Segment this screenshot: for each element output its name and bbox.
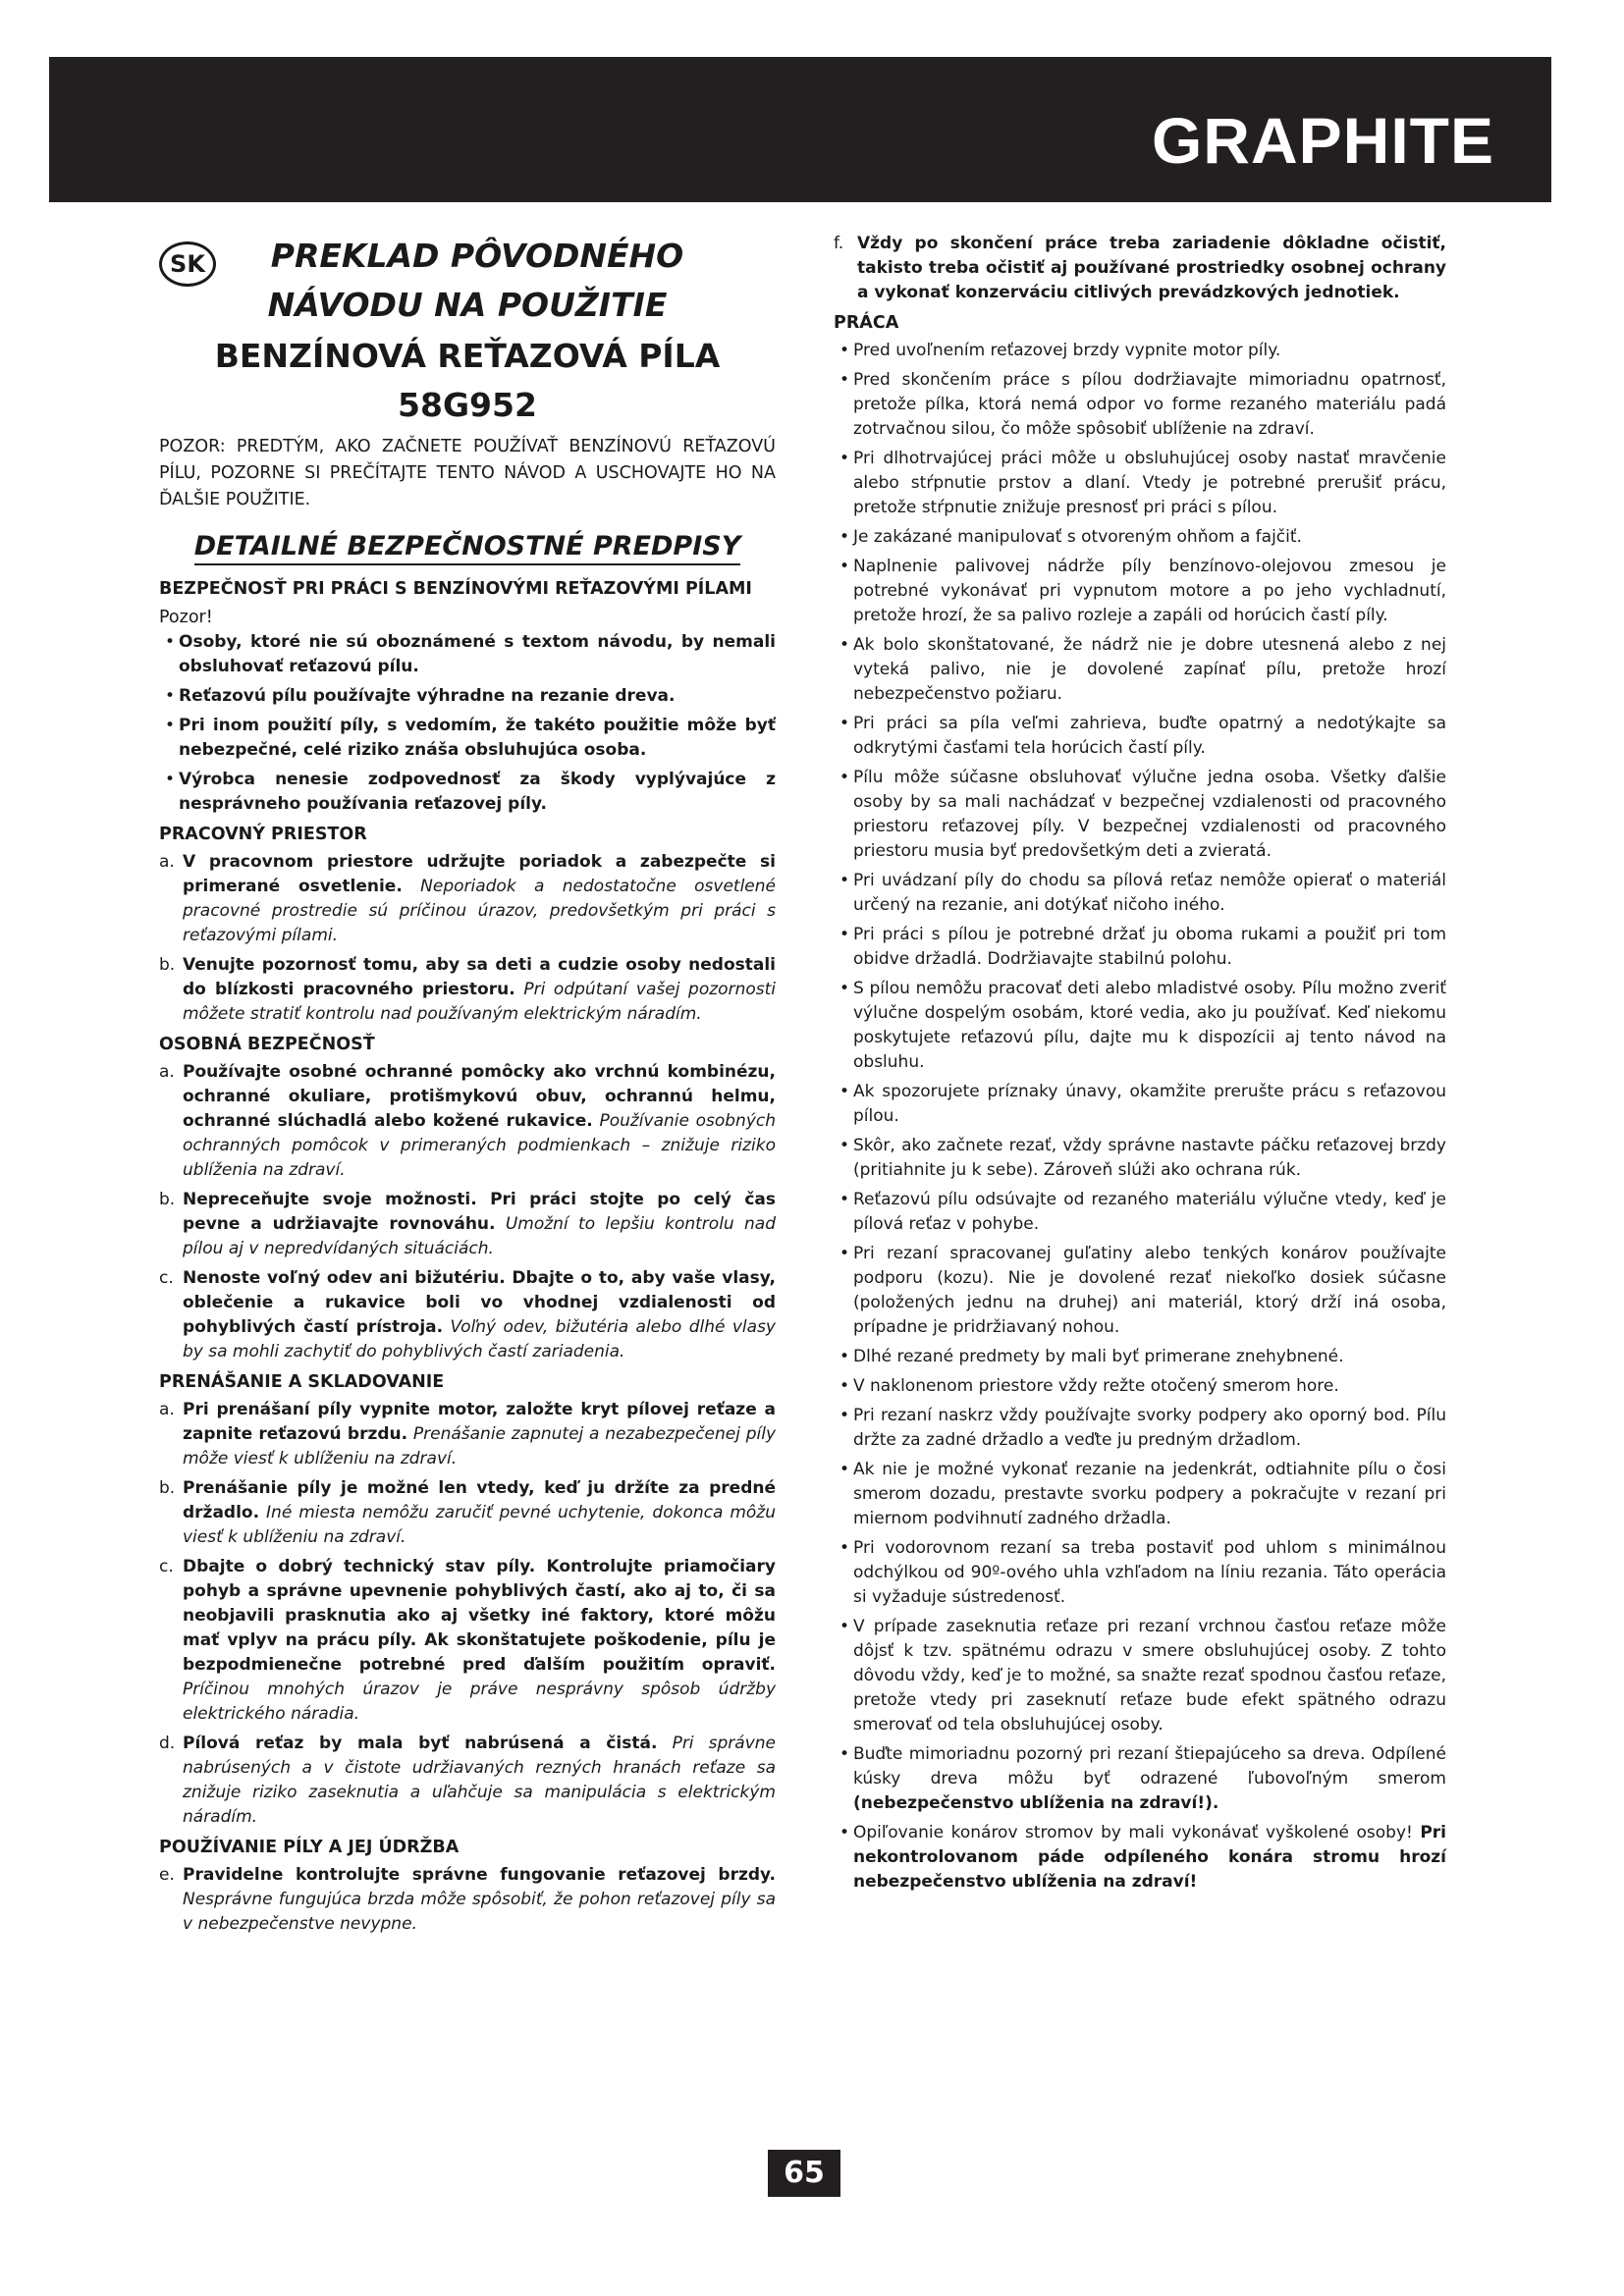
list-item	[834, 525, 1446, 550]
list-item	[159, 714, 776, 763]
list-item-text: Reťazovú pílu odsúvajte od rezaného materiálu výlučne vtedy, keď je pílová reťaz v pohybe.	[853, 1190, 1446, 1234]
list-item-text: V naklonenom priestore vždy režte otočený smerom hore.	[853, 1376, 1339, 1396]
list-item-italic-text: Príčinou mnohých úrazov je práve nesprávny spôsob údržby elektrického náradia.	[183, 1680, 776, 1724]
list-item	[834, 869, 1446, 918]
list-item	[834, 1821, 1446, 1895]
list-item	[834, 977, 1446, 1075]
transport-list	[159, 1398, 776, 1830]
product-name: BENZÍNOVÁ REŤAZOVÁ PÍLA	[214, 337, 721, 375]
list-item-marker: b.	[159, 1190, 176, 1209]
list-item	[834, 1458, 1446, 1531]
list-item-text: Ak nie je možné vykonať rezanie na jedenkrát, odtiahnite pílu o čosi smerom dozadu, prestavte svorku podpery a pokračujte v rezaní pri miernom podvihnutí zadného držadla.	[853, 1460, 1446, 1528]
list-item-text: Pri práci s pílou je potrebné držať ju oboma rukami a použiť pri tom obidve držadlá. Dodržiavajte stabilnú polohu.	[853, 925, 1446, 969]
list-item-text: Reťazovú pílu používajte výhradne na rezanie dreva.	[179, 686, 676, 706]
list-item-marker: a.	[159, 1400, 175, 1419]
list-item-text: Je zakázané manipulovať s otvoreným ohňom a fajčiť.	[853, 527, 1302, 547]
list-item-bold-text: Nenoste voľný odev ani bižutériu. Dbajte o to, aby vaše vlasy, oblečenie a rukavice boli vo vhodnej vzdialenosti od pohyblivých častí prístroja.	[183, 1268, 776, 1337]
list-item-text: Buďte mimoriadnu pozorný pri rezaní štiepajúceho sa dreva. Odpílené kúsky dreva môžu byť odrazené ľubovoľným smerom	[853, 1744, 1446, 1789]
graphite-logo: GRAPHITE	[1151, 104, 1494, 177]
list-item-italic-text: Pri správne nabrúsených a v čistote udržiavaných rezných hranách reťaze sa znižuje riziko zaseknutia a uľahčuje sa manipulácia s elektrickým náradím.	[183, 1734, 777, 1827]
list-item	[159, 1732, 776, 1830]
list-item	[834, 1374, 1446, 1399]
list-item-text: Výrobca nenesie zodpovednosť za škody vyplývajúce z nesprávneho používania reťazovej píly.	[179, 770, 776, 814]
work-bullets	[834, 339, 1446, 1895]
list-item-bold-text: Dbajte o dobrý technický stav píly. Kontrolujte priamočiary pohyb a správne upevnenie pohyblivých častí, ako aj to, či sa neobjavili prasknutia ako aj všetky iné faktory, ktoré môžu mať vplyv na prácu píly. Ak skonštatujete poškodenie, pílu je bezpodmienečne potrebné pred ďalším použitím opraviť.	[183, 1557, 776, 1675]
list-item-italic-text: Používanie osobných ochranných pomôcok v primeraných podmienkach – znižuje riziko ublíženia na zdraví.	[183, 1111, 776, 1180]
list-item-bold-text: Pri nekontrolovanom páde odpíleného konára stromu hrozí nebezpečenstvo ublíženia na zdraví!	[853, 1823, 1446, 1892]
list-item	[834, 923, 1446, 972]
heading-personal: OSOBNÁ BEZPEČNOSŤ	[159, 1035, 375, 1054]
title-line-2: NÁVODU NA POUŽITIE	[267, 286, 668, 324]
list-item-bold-text: Prenášanie píly je možné len vtedy, keď ju držíte za predné držadlo.	[183, 1478, 776, 1522]
list-item	[159, 1863, 776, 1937]
safety-bullets	[159, 630, 776, 817]
list-item-italic-text: Voľný odev, bižutéria alebo dlhé vlasy by sa mohli zachytiť do pohyblivých častí zariadenia.	[183, 1317, 776, 1362]
list-item	[834, 232, 1446, 305]
list-item	[834, 1242, 1446, 1340]
workspace-list	[159, 850, 776, 1027]
list-item-marker: a.	[159, 852, 175, 872]
list-item-italic-text: Neporiadok a nedostatočne osvetlené pracovné prostredie sú príčinou úrazov, predovšetkým pri práci s reťazovými pílami.	[183, 877, 776, 945]
list-item-text: Pri vodorovnom rezaní sa treba postaviť pod uhlom s minimálnou odchýlkou od 90º-ového uhla vzhľadom na líniu rezania. Táto operácia si vyžaduje sústredenosť.	[853, 1538, 1446, 1607]
list-item	[159, 1188, 776, 1261]
list-item-marker: a.	[159, 1062, 175, 1082]
list-item	[834, 1742, 1446, 1816]
header-bar	[49, 57, 1551, 202]
list-item	[159, 1476, 776, 1550]
list-item	[834, 1345, 1446, 1369]
list-item	[159, 1266, 776, 1364]
use-list	[159, 1863, 776, 1937]
list-item-text: Naplnenie palivovej nádrže píly benzínovo-olejovou zmesou je potrebné vykonávať pri vypnutom motore a po jeho vychladnutí, pretože hrozí, že sa palivo rozleje a zapáli od horúcich častí píly.	[853, 557, 1446, 625]
list-item	[834, 1080, 1446, 1129]
list-item-text: V prípade zaseknutia reťaze pri rezaní vrchnou časťou reťaze môže dôjsť k tzv. spätnému odrazu v smere obsluhujúcej osoby. Z tohto dôvodu vždy, keď je to možné, sa snažte rezať spodnou časťou reťaze, pretože vtedy pri zaseknutí reťaze bude efekt spätného odrazu smerovať od tela obsluhujúcej osoby.	[853, 1617, 1446, 1735]
list-item-bold-text: Pílová reťaz by mala byť nabrúsená a čistá.	[183, 1734, 658, 1753]
pozor-label: Pozor!	[159, 608, 213, 627]
list-item	[159, 630, 776, 679]
language-badge-icon: SK	[159, 241, 216, 287]
list-item-bold-text: Nepreceňujte svoje možnosti. Pri práci stojte po celý čas pevne a udržiavajte rovnováhu.	[183, 1190, 776, 1234]
list-item	[159, 768, 776, 817]
list-item	[834, 1134, 1446, 1183]
list-item-marker: c.	[159, 1268, 174, 1288]
list-item	[834, 447, 1446, 520]
list-item-bold-text: V pracovnom priestore udržujte poriadok a zabezpečte si primerané osvetlenie.	[183, 852, 776, 896]
list-item-bold-text: Venujte pozornosť tomu, aby sa deti a cudzie osoby nedostali do blízkosti pracovného priestoru.	[183, 955, 776, 999]
list-item-marker: b.	[159, 1478, 176, 1498]
warning-text: POZOR: PREDTÝM, AKO ZAČNETE POUŽÍVAŤ BENZÍNOVÚ REŤAZOVÚ PÍLU, POZORNE SI PREČÍTAJTE TENTO NÁVOD A USCHOVAJTE HO NA ĎALŠIE POUŽITIE.	[159, 437, 776, 509]
list-item-italic-text: Nesprávne fungujúca brzda môže spôsobiť, že pohon reťazovej píly sa v nebezpečenstve nevypne.	[183, 1890, 776, 1934]
list-item	[834, 1536, 1446, 1610]
list-item-text: Ak spozorujete príznaky únavy, okamžite prerušte prácu s reťazovou pílou.	[853, 1082, 1446, 1126]
list-item-text: Pri rezaní spracovanej guľatiny alebo tenkých konárov používajte podporu (kozu). Nie je dovolené rezať niekoľko dosiek súčasne (položených jednu na druhej) ani materiál, ktorý drží iná osoba, prípadne je pridržiavaný nohou.	[853, 1244, 1446, 1337]
list-item	[159, 953, 776, 1027]
list-item-text: Skôr, ako začnete rezať, vždy správne nastavte páčku reťazovej brzdy (pritiahnite ju k sebe). Zároveň slúži ako ochrana rúk.	[853, 1136, 1446, 1180]
list-item-text: Ak bolo skonštatované, že nádrž nie je dobre utesnená alebo z nej vyteká palivo, nie je dovolené zapínať pílu, pretože hrozí nebezpečenstvo požiaru.	[853, 635, 1446, 704]
list-item-text: Pri inom použití píly, s vedomím, že takéto použitie môže byť nebezpečné, celé riziko znáša obsluhujúca osoba.	[179, 716, 776, 760]
list-item	[834, 555, 1446, 628]
list-item-marker: e.	[159, 1865, 175, 1885]
title-line-1: PREKLAD PÔVODNÉHO	[270, 237, 684, 275]
model-number: 58G952	[398, 386, 537, 424]
page-number: 65	[768, 2150, 840, 2197]
list-item	[159, 1555, 776, 1727]
list-item-italic-text: Pri odpútaní vašej pozornosti môžete stratiť kontrolu nad používaným elektrickým náradím.	[183, 980, 776, 1024]
left-column	[159, 232, 776, 1942]
list-item-marker: d.	[159, 1734, 176, 1753]
list-item	[159, 850, 776, 948]
heading-transport: PRENÁŠANIE A SKLADOVANIE	[159, 1372, 445, 1392]
list-item-marker: c.	[159, 1557, 174, 1576]
list-item-text: Pred uvoľnením reťazovej brzdy vypnite motor píly.	[853, 341, 1281, 360]
title-block	[159, 232, 776, 430]
cleaning-item	[834, 232, 1446, 305]
list-item	[834, 633, 1446, 707]
list-item	[159, 1060, 776, 1183]
list-item-text: S pílou nemôžu pracovať deti alebo mladistvé osoby. Pílu možno zveriť výlučne dospelým osobám, ktoré vedia, ako ju používať. Keď niekomu poskytujete reťazovú pílu, dajte mu k dispozícii aj tento návod na obsluhu.	[853, 979, 1446, 1072]
list-item-bold-text: (nebezpečenstvo ublíženia na zdraví!).	[853, 1793, 1219, 1813]
section-title: DETAILNÉ BEZPEČNOSTNÉ PREDPISY	[159, 531, 776, 561]
list-item-text: Pri dlhotrvajúcej práci môže u obsluhujúcej osoby nastať mravčenie alebo stŕpnutie prstov a dlaní. Vtedy je potrebné prerušiť prácu, pretože stŕpnutie znižuje presnosť pri práci s pílou.	[853, 449, 1446, 517]
list-item	[834, 1615, 1446, 1737]
list-item-italic-text: Umožní to lepšiu kontrolu nad pílou aj v nepredvídaných situáciách.	[183, 1214, 777, 1258]
list-item-text: Dlhé rezané predmety by mali byť primerane znehybnené.	[853, 1347, 1344, 1366]
list-item-marker: f.	[834, 234, 844, 253]
list-item	[159, 684, 776, 709]
heading-safety: BEZPEČNOSŤ PRI PRÁCI S BENZÍNOVÝMI REŤAZOVÝMI PÍLAMI	[159, 579, 752, 599]
list-item-bold-text: Vždy po skončení práce treba zariadenie dôkladne očistiť, takisto treba očistiť aj používané prostriedky osobnej ochrany a vykonať konzerváciu citlivých prevádzkových jednotiek.	[857, 234, 1446, 302]
list-item-text: Pílu môže súčasne obsluhovať výlučne jedna osoba. Všetky ďalšie osoby by sa mali nachádzať v bezpečnej vzdialenosti od pracovného priestoru reťazovej píly. V bezpečnej vzdialenosti od pracovného priestoru musia byť predovšetkým deti a zvieratá.	[853, 768, 1446, 861]
list-item-text: Pri rezaní naskrz vždy používajte svorky podpery ako oporný bod. Pílu držte za zadné držadlo a veďte ju predným držadlom.	[853, 1406, 1446, 1450]
list-item	[834, 1404, 1446, 1453]
list-item-text: Pri práci sa píla veľmi zahrieva, buďte opatrný a nedotýkajte sa odkrytými časťami tela horúcich častí píly.	[853, 714, 1446, 758]
personal-safety-list	[159, 1060, 776, 1364]
list-item	[834, 339, 1446, 363]
list-item	[834, 766, 1446, 864]
list-item	[834, 1188, 1446, 1237]
right-column	[834, 232, 1446, 1899]
list-item-marker: b.	[159, 955, 176, 975]
list-item-text: Osoby, ktoré nie sú oboznámené s textom návodu, by nemali obsluhovať reťazovú pílu.	[179, 632, 776, 676]
list-item-text: Opiľovanie konárov stromov by mali vykonávať vyškolené osoby!	[853, 1823, 1421, 1842]
list-item-bold-text: Pri prenášaní píly vypnite motor, založte kryt pílovej reťaze a zapnite reťazovú brzdu.	[183, 1400, 776, 1444]
heading-workspace: PRACOVNÝ PRIESTOR	[159, 825, 367, 844]
list-item	[834, 712, 1446, 761]
list-item	[159, 1398, 776, 1471]
list-item-text: Pri uvádzaní píly do chodu sa pílová reťaz nemôže opierať o materiál určený na rezanie, ani dotýkať ničoho iného.	[853, 871, 1446, 915]
list-item-bold-text: Pravidelne kontrolujte správne fungovanie reťazovej brzdy.	[183, 1865, 776, 1885]
list-item	[834, 368, 1446, 442]
list-item-italic-text: Prenášanie zapnutej a nezabezpečenej píly môže viesť k ublíženiu na zdraví.	[183, 1424, 777, 1468]
list-item-italic-text: Iné miesta nemôžu zaručiť pevné uchytenie, dokonca môžu viesť k ublíženiu na zdraví.	[183, 1503, 777, 1547]
list-item-bold-text: Používajte osobné ochranné pomôcky ako vrchnú kombinézu, ochranné okuliare, protišmykovú obuv, ochrannú helmu, ochranné slúchadlá alebo kožené rukavice.	[183, 1062, 776, 1131]
list-item-text: Pred skončením práce s pílou dodržiavajte mimoriadnu opatrnosť, pretože pílka, ktorá nemá odpor vo forme rezaného materiálu padá zotrvačnou silou, čo môže spôsobiť ublíženie na zdraví.	[853, 370, 1446, 439]
heading-work: PRÁCA	[834, 313, 899, 333]
heading-use: POUŽÍVANIE PÍLY A JEJ ÚDRŽBA	[159, 1838, 460, 1857]
